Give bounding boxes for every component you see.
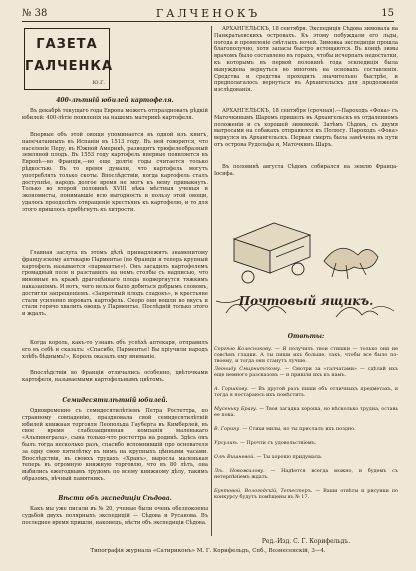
answer-text: — Ваши отвѣты и рисунки по конкурсу будутъ помѣщены въ № 17. — [214, 488, 398, 501]
gazeta-logo — [24, 28, 114, 90]
answer-recipient: А. Горшкову. — [214, 386, 249, 392]
answer-recipient: Урсулиѣ. — [214, 440, 239, 446]
answer-item — [214, 454, 398, 460]
answer-recipient: Мусеньку Брагу. — [214, 406, 258, 412]
answer-text: — Стихи милы, но ты прислалъ ихъ поздно. — [242, 426, 356, 432]
telegram-3: Въ половинѣ августа Сѣдовъ собирался на землю Франца-Іосифа. — [214, 164, 398, 177]
article-1-para-2: Впервые объ этой овощи упоминается въ одной изъ книгъ, напечатанныхъ въ Испаніи въ 1513 году. Въ ней говорится, что населеніе Перу, въ Южной Америкѣ, разводитъ трюфелеобразный земляной плодъ. Въ 1553 году картофель впервые появляется въ Европѣ—во Франціи,—но еще долгіе годы считается только рѣдкостью. Въ то время думали, что картофель могутъ употреблять только скоты. Впослѣдствіи, когда картофель сталъ доступнѣе, народъ долгое время не могъ къ нему привыкнуть. Только во второй половинѣ XVIII вѣка мѣстныя ученыя и экономисты, понимавшіе всю выгодность и пользу этой овощи, удалось преодолѣть отвращеніе крестьянъ къ картофелю, и то для этого пришлось прибѣгнуть къ хитрости. — [22, 132, 208, 213]
answer-text: — Твоя загадка хороша, но нѣсколько трудна, оставь ее пока. — [214, 406, 398, 419]
answer-text: — Надѣется всегда можно, и будемъ съ нетерпѣніемъ ждать. — [214, 468, 398, 481]
issue-number: № 38 — [22, 8, 48, 19]
mailbox-illustration — [214, 221, 398, 331]
answer-item — [214, 468, 398, 480]
answer-item — [214, 406, 398, 418]
printer-footer: Типографія журнала «Сатириконъ» М. Г. Корифельдъ, Спб., Вознесенскій, 3—4. — [90, 548, 326, 554]
article-3-para-1: Какъ мы уже писали въ № 20, ученые были очень обезпокоены судьбой двухъ полярныхъ экспедицій — Сѣдова и Русанова. Въ последнее время пришли, наконецъ, вѣсти объ экспедиціи Сѣдова. — [22, 506, 208, 526]
article-1-para-5: Впослѣдствіи во Франціи отличались особенно, цвѣточками картофеля, называемыми картофельнымъ цвѣтомъ. — [22, 370, 208, 383]
telegram-1: АРХАНГЕЛЬСКЪ, 18 сентября. Экспедиція Сѣдова зимовала на Панкратьевскихъ островахъ. Къ этому побуждали его льды, погода и проявленіе свѣтлыхъ ночей. Зимовка экспедиціи прошла благополучно, хотя запасы быстро истощаются. Въ концѣ зимы врачомъ было составлено въ горахъ, чтобы исчерпать недостатки, къ которымъ въ первой половинѣ года эскпедиція была вынуждена вернуться во многомъ на основахъ составленія. Средства и средства проходить значительно быстрѣе, и предполагалось вернуться въ Архангельскъ для продолженія изслѣдованія. — [214, 26, 398, 94]
page-number: 15 — [381, 8, 394, 19]
answer-item — [214, 488, 398, 500]
article-1-para-3: Главная заслуга въ этомъ дѣлѣ принадлежитъ знаменитому французскому аптекарю Парментье (во Франціи и теперь крупный картофель называется «пармантье»). Онъ засадилъ картофелемъ громадный поле и разставилъ на немъ столбы съ надписью, что виновные въ кражѣ драгоцѣннаго плода подвергнутся тяжкимъ наказаніямъ. И вотъ, чего нельзя было добиться добрымъ словомъ, достигли запрещеніемъ. «Запретный плодъ сладокъ», и крестьяне стали усиленно воровать картофель. Скоро они вошли во вкусъ и стали горячо хвалить овощь у Парментье. Послѣдній только этого и ждалъ. — [22, 250, 208, 318]
article-3-heading: Вѣсти объ экспедиціи Сѣдова. — [58, 495, 172, 502]
mailbox-heading: Почтовый ящикъ. — [238, 294, 374, 308]
telegram-2: АРХАНГЕЛЬСКЪ, 18 сентября (срочная).—Пароходъ «Фока» съ Маточкинымъ Шаромъ пришелъ въ Архангельскъ въ отдаленномъ положеніи и съ хорошей зимовкой. Затѣмъ Сѣдовъ, съ двумя матросами на собакахъ отправился къ Полюсу. Пароходъ «Фока» вернулся въ Архангельскъ. Первая смерть была замѣчена въ пути отъ острова Рудольфа и, Маточкинъ Шаръ. — [214, 108, 398, 148]
answer-text: — Ты хорошо придумала. — [256, 454, 323, 460]
column-divider — [211, 26, 212, 536]
article-1-heading: 400-лѣтній юбилей картофеля. — [56, 97, 174, 104]
editor-line: Ред.-Изд. С. Г. Корифельдъ. — [261, 538, 351, 545]
answer-item — [214, 366, 398, 378]
article-2-para-1: Одновременно съ семидесятилѣтіемъ Петра Ростеттра, по странному совпаденію, праздновала свой семидесятилѣтній юбилей книжная торговля Леопольда Гауберга въ Кимберлей, въ свое время слабозащиянная компанія маленькаго «Альпинеграла», сына только-что ростеттра на родинѣ. Здѣсь онъ былъ тогда несколько разъ, спасибо вспомнившій про основателя за одну свою пятилѣтку въ нимъ на крупныхъ цѣнными часами. Впослѣдствіи, въ своихъ трудахъ «Хранъ», выросла маленькая теперь въ огромную книжную торговлю, что въ 80 лѣтъ, она выбились ежегоднымъ трудомъ по всему книжному дѣлу, такимъ образомъ, вѣчный памятникъ. — [22, 408, 208, 482]
answer-recipient: Бунтовой, Вологодскій, Тетестеръ. — [214, 488, 313, 494]
article-1-para-1: Въ декабрѣ текущаго года Европа можетъ отпраздновать рѣдкій юбилей: 400-лѣтіе появленія на нашемъ материкѣ картофеля. — [22, 108, 208, 121]
answer-text: — Прочти съ удовольствіемъ. — [239, 440, 317, 446]
answer-recipient: Леониду Смирнитскому. — [214, 366, 282, 372]
answer-text: — Въ другой разъ пиши объ отличныхъ предметахъ, и тогда я постараюсь ихъ помѣстить. — [214, 386, 398, 399]
article-1-para-4: Когда король, какъ-то узнавъ объ успѣхѣ аптекаря, отправилъ его въ себѣ и сказалъ: «Спасибо, Парментье! Вы пріучили народъ хлѣбъ бѣднымъ!», Король оказалъ ему вниманіе. — [22, 340, 208, 360]
logo-line-1: ГАЗЕТА — [36, 37, 98, 52]
answer-recipient: Олѣ Вишневой. — [214, 454, 255, 460]
answer-recipient: Сергѣю Колесникову. — [214, 346, 273, 352]
answer-item — [214, 386, 398, 398]
answers-heading: Отвѣты: — [287, 333, 325, 340]
page-header — [22, 6, 394, 22]
logo-line-2: ГАЛЧЕНКА — [25, 59, 114, 74]
answer-text: — Смотри за «галчатами» — сдѣлай ихъ еще немного разсказовъ — и пришли ихъ къ намъ. — [214, 366, 398, 379]
answer-recipient: В. Горину. — [214, 426, 241, 432]
article-2-heading: Семидесятилѣтній юбилей. — [62, 397, 168, 404]
answer-text: — Я получилъ твои стишки — только они не совсѣмъ гладки. А ты пиши ихъ больше, такъ, чтобы все было по-твоему, и тогда они станутъ лучше. — [214, 346, 398, 365]
left-column — [22, 26, 208, 536]
right-column — [214, 26, 398, 536]
answer-item — [214, 426, 398, 432]
answer-item — [214, 440, 398, 446]
logo-signature: Ю.Г. — [92, 80, 105, 86]
journal-title: ГАЛЧЕНОКЪ — [155, 7, 261, 20]
answer-recipient: Лѣ. Новожилову. — [214, 468, 265, 474]
answer-item — [214, 346, 398, 365]
